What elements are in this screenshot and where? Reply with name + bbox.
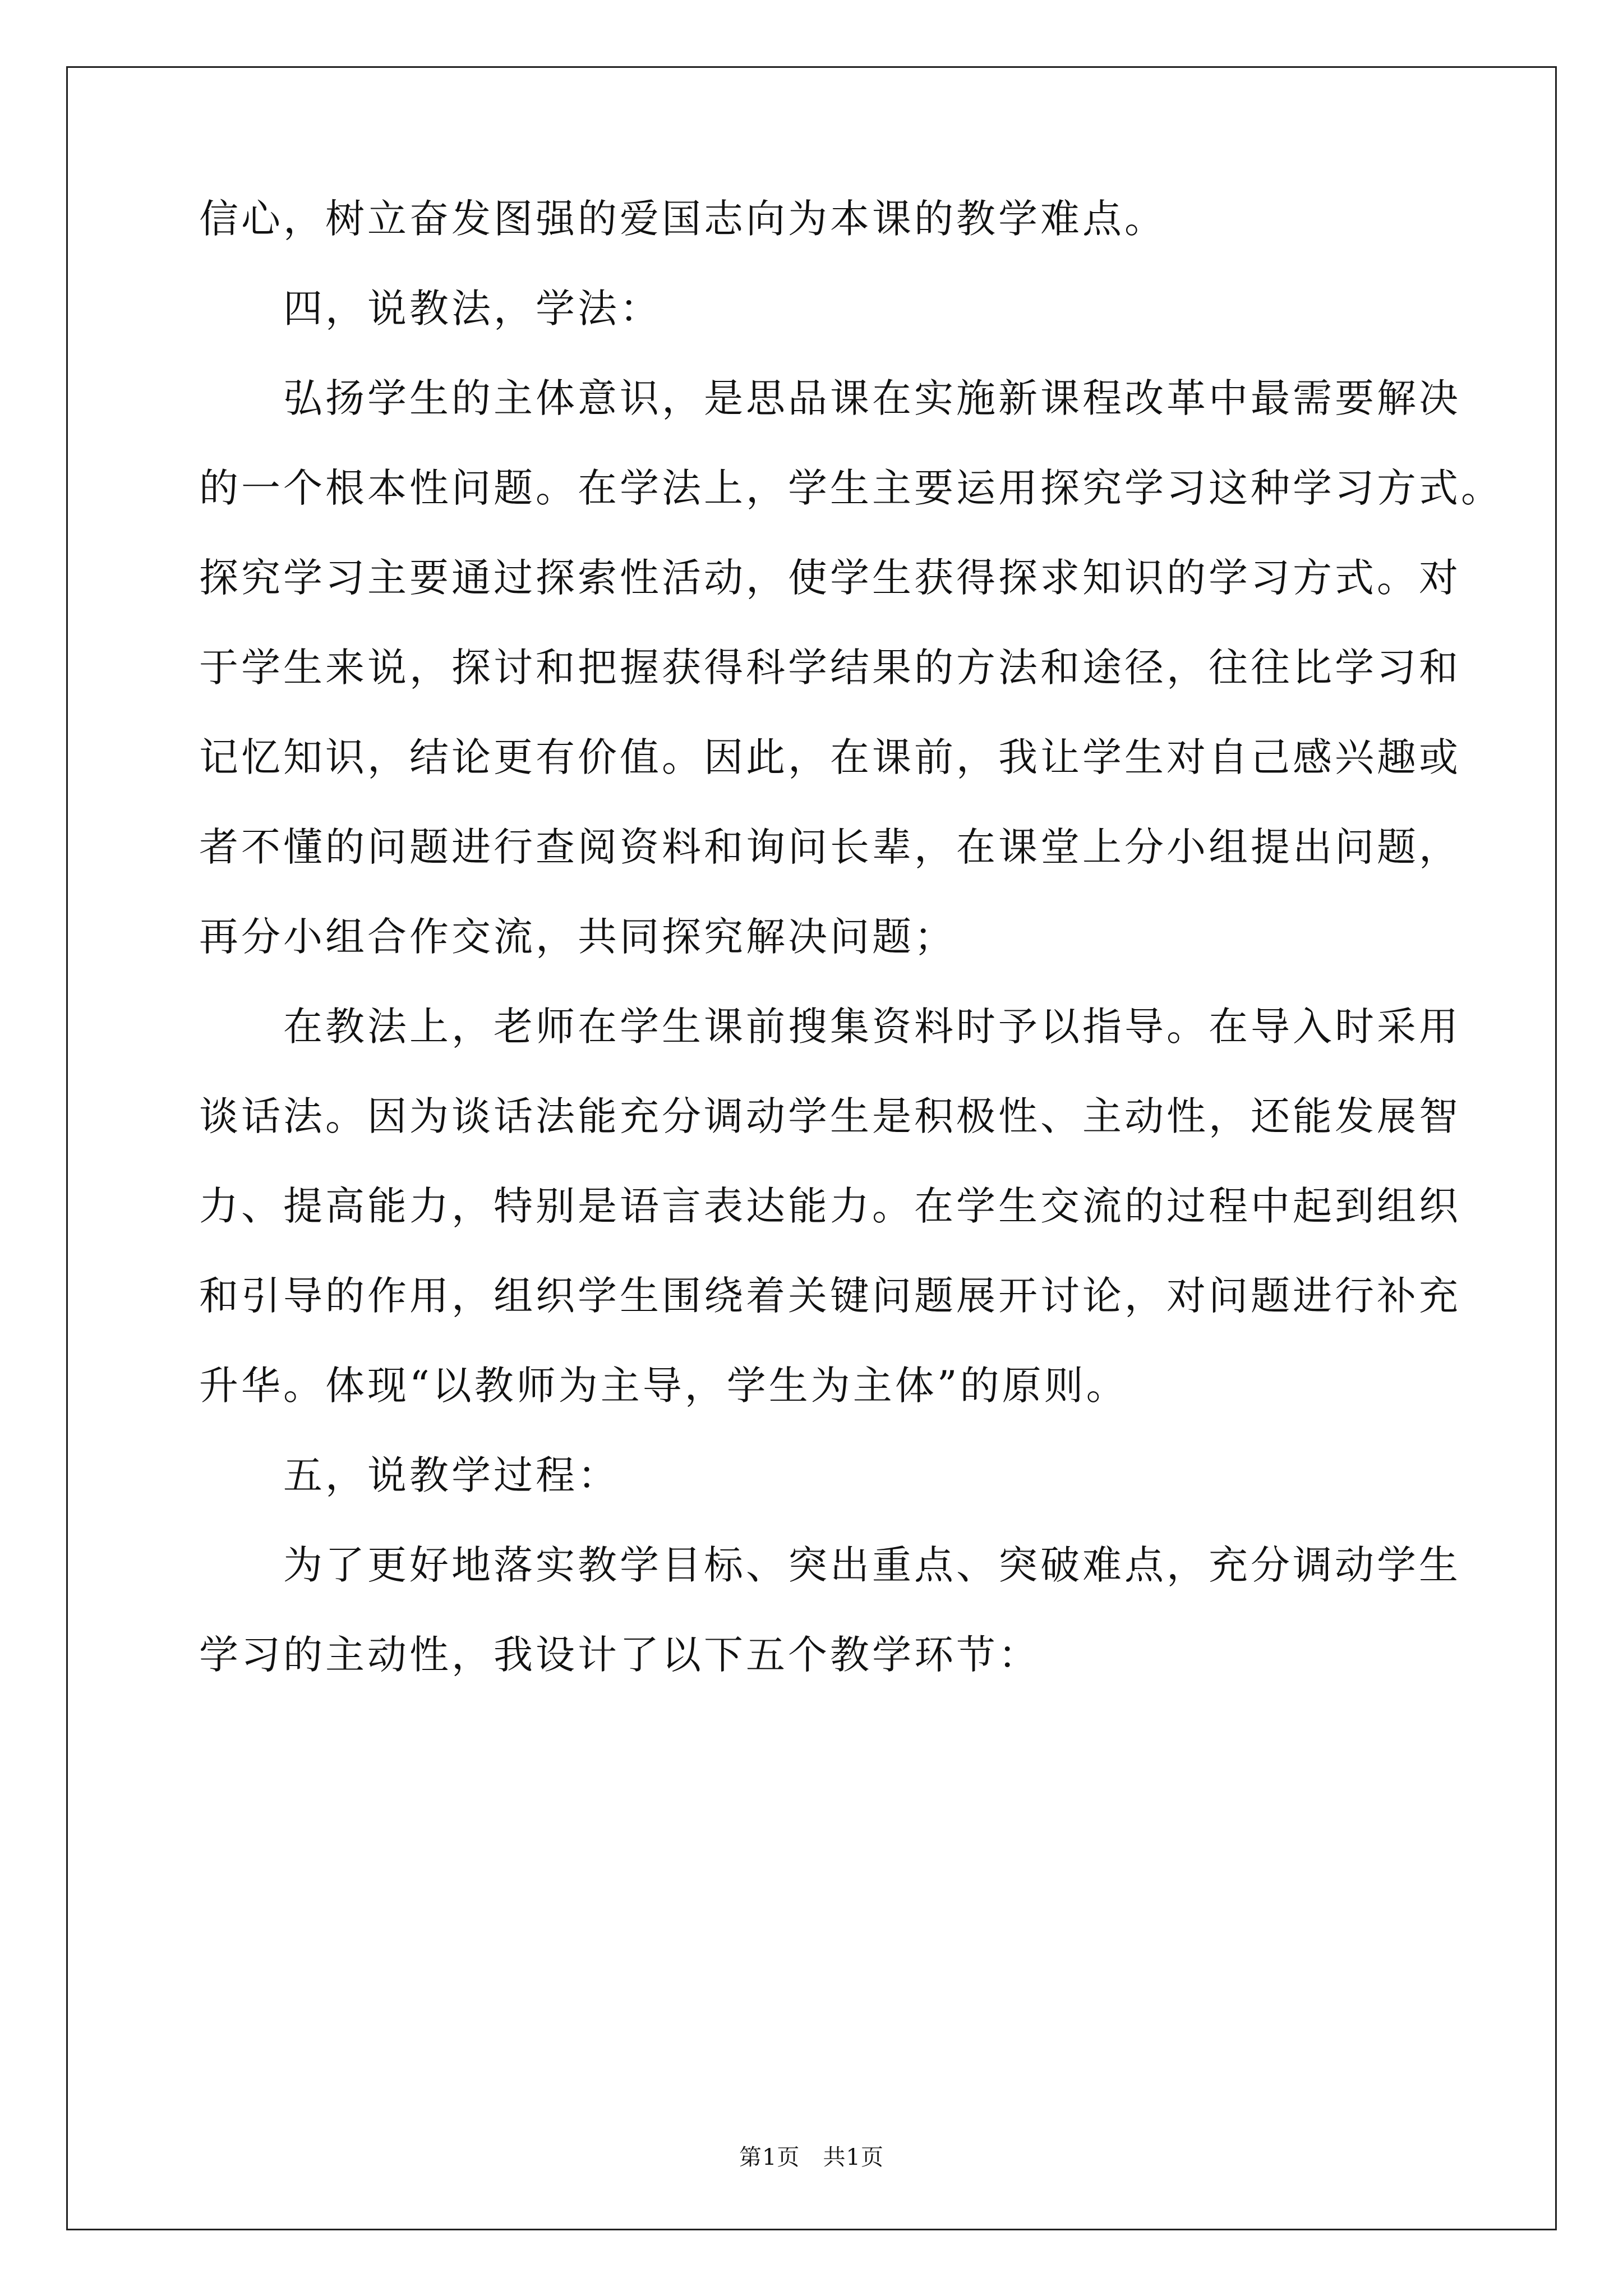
section-heading-methods: 四，说教法，学法： bbox=[283, 286, 662, 332]
text-line: 学习的主动性，我设计了以下五个教学环节： bbox=[199, 1632, 1040, 1678]
text-line: 为了更好地落实教学目标、突出重点、突破难点，充分调动学生 bbox=[283, 1542, 1461, 1588]
text-line: 力、提高能力，特别是语言表达能力。在学生交流的过程中起到组织 bbox=[199, 1183, 1461, 1229]
text-line: 弘扬学生的主体意识，是思品课在实施新课程改革中最需要解决 bbox=[283, 375, 1461, 421]
text-line: 探究学习主要通过探索性活动，使学生获得探求知识的学习方式。对 bbox=[199, 555, 1461, 601]
text-line: 谈话法。因为谈话法能充分调动学生是积极性、主动性，还能发展智 bbox=[199, 1093, 1461, 1139]
text-line: 升华。体现“以教师为主导，学生为主体”的原则。 bbox=[199, 1363, 1128, 1409]
text-line: 的一个根本性问题。在学法上，学生主要运用探究学习这种学习方式。 bbox=[199, 465, 1503, 511]
text-line: 者不懂的问题进行查阅资料和询问长辈，在课堂上分小组提出问题， bbox=[199, 824, 1461, 870]
section-heading-process: 五，说教学过程： bbox=[283, 1452, 620, 1498]
text-line: 于学生来说，探讨和把握获得科学结果的方法和途径，往往比学习和 bbox=[199, 645, 1461, 691]
text-line: 在教法上，老师在学生课前搜集资料时予以指导。在导入时采用 bbox=[283, 1004, 1461, 1050]
text-line: 信心，树立奋发图强的爱国志向为本课的教学难点。 bbox=[199, 196, 1166, 242]
text-line: 再分小组合作交流，共同探究解决问题； bbox=[199, 914, 956, 960]
page-number-footer: 第1页 共1页 bbox=[739, 2145, 884, 2170]
text-line: 记忆知识，结论更有价值。因此，在课前，我让学生对自己感兴趣或 bbox=[199, 734, 1461, 780]
text-line: 和引导的作用，组织学生围绕着关键问题展开讨论，对问题进行补充 bbox=[199, 1273, 1461, 1319]
